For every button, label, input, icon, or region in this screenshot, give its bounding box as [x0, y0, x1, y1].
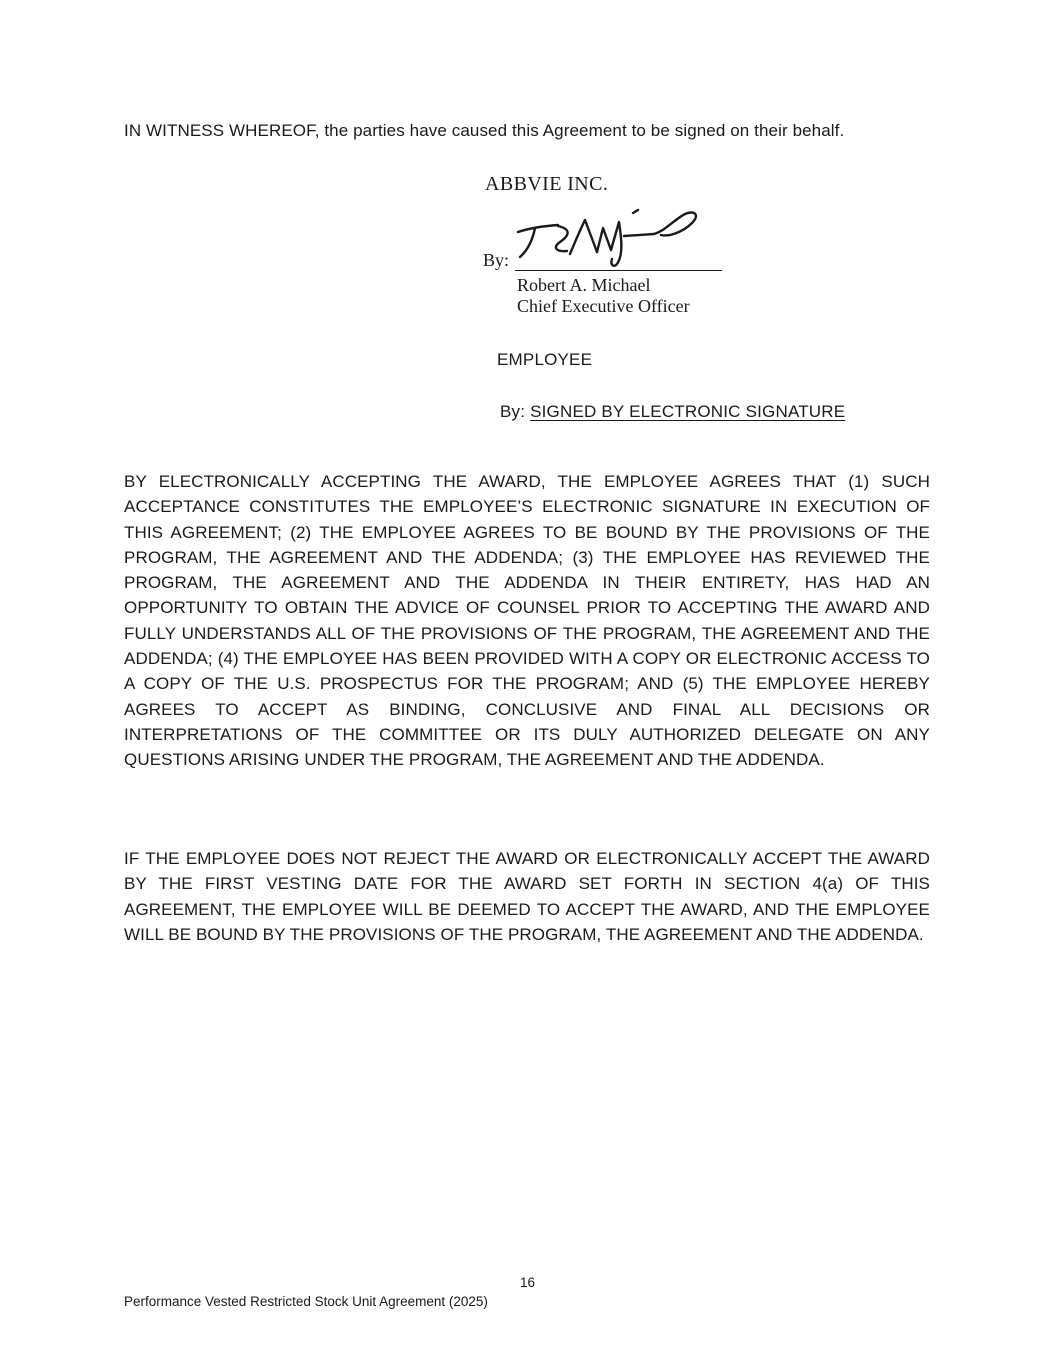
footer-document-title: Performance Vested Restricted Stock Unit Agreement (2025)	[124, 1294, 488, 1309]
signature-line	[515, 270, 722, 271]
witness-clause: IN WITNESS WHEREOF, the parties have caused this Agreement to be signed on their behalf.	[124, 121, 845, 140]
employee-signature-line	[500, 402, 845, 422]
signatory-title: Chief Executive Officer	[517, 296, 690, 316]
employee-by-label: By:	[500, 402, 531, 421]
company-name: ABBVIE INC.	[485, 173, 609, 195]
company-by-label: By:	[483, 250, 510, 270]
handwritten-signature-icon	[512, 206, 712, 268]
page-number: 16	[519, 1275, 536, 1290]
deemed-acceptance-paragraph: IF THE EMPLOYEE DOES NOT REJECT THE AWARD OR ELECTRONICALLY ACCEPT THE AWARD BY THE FIRST VESTING DATE FOR THE AWARD SET FORTH IN SECTION 4(a) OF THIS AGREEMENT, THE EMPLOYEE WILL BE DEEMED TO ACCEPT THE AWARD, AND THE EMPLOYEE WILL BE BOUND BY THE PROVISIONS OF THE PROGRAM, THE AGREEMENT AND THE ADDENDA.	[124, 849, 930, 944]
electronic-signature-text: SIGNED BY ELECTRONIC SIGNATURE	[530, 402, 846, 421]
signatory-name: Robert A. Michael	[517, 275, 651, 295]
employee-heading: EMPLOYEE	[497, 350, 593, 369]
acceptance-paragraph: BY ELECTRONICALLY ACCEPTING THE AWARD, THE EMPLOYEE AGREES THAT (1) SUCH ACCEPTANCE CONSTITUTES THE EMPLOYEE’S ELECTRONIC SIGNATURE IN EXECUTION OF THIS AGREEMENT; (2) THE EMPLOYEE AGREES TO BE BOUND BY THE PROVISIONS OF THE PROGRAM, THE AGREEMENT AND THE ADDENDA; (3) THE EMPLOYEE HAS REVIEWED THE PROGRAM, THE AGREEMENT AND THE ADDENDA IN THEIR ENTIRETY, HAS HAD AN OPPORTUNITY TO OBTAIN THE ADVICE OF COUNSEL PRIOR TO ACCEPTING THE AWARD AND FULLY UNDERSTANDS ALL OF THE PROVISIONS OF THE PROGRAM, THE AGREEMENT AND THE ADDENDA; (4) THE EMPLOYEE HAS BEEN PROVIDED WITH A COPY OR ELECTRONIC ACCESS TO A COPY OF THE U.S. PROSPECTUS FOR THE PROGRAM; AND (5) THE EMPLOYEE HEREBY AGREES TO ACCEPT AS BINDING, CONCLUSIVE AND FINAL ALL DECISIONS OR INTERPRETATIONS OF THE COMMITTEE OR ITS DULY AUTHORIZED DELEGATE ON ANY QUESTIONS ARISING UNDER THE PROGRAM, THE AGREEMENT AND THE ADDENDA.	[124, 472, 930, 770]
